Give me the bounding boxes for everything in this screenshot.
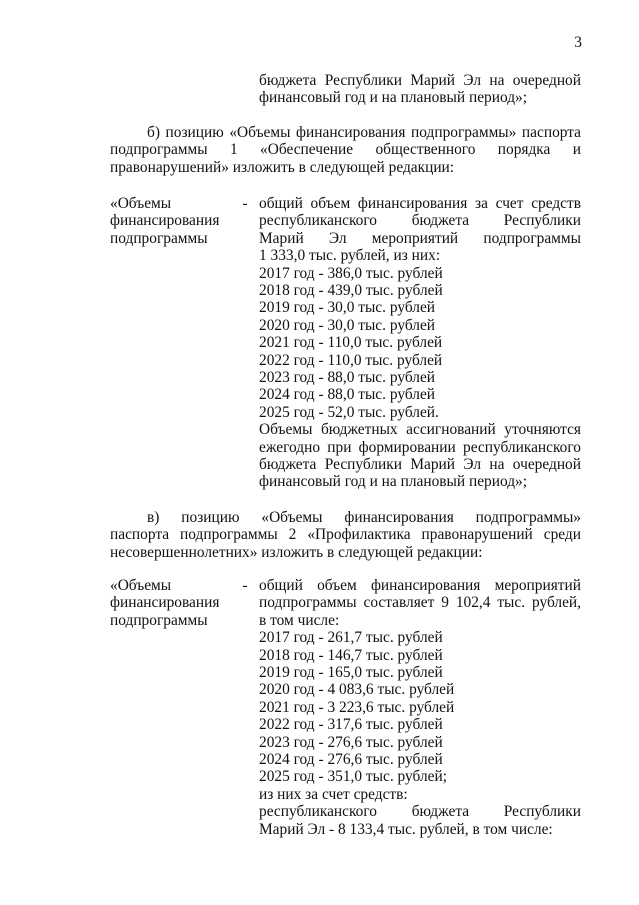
year-amount: 2022 год - 317,6 тыс. рублей <box>259 716 443 734</box>
text-line: из них за счет средств: <box>259 785 408 803</box>
year-amount: 2025 год - 351,0 тыс. рублей; <box>259 768 447 786</box>
text-line: общий объем финансирования за счет средств <box>259 195 581 212</box>
text-line: в том числе: <box>259 611 340 629</box>
year-amount: 2021 год - 110,0 тыс. рублей <box>259 334 443 352</box>
text-line: ежегодно при формировании республиканского <box>259 438 581 456</box>
text-line: б) позицию «Объемы финансирования подпрограммы» паспорта <box>147 124 581 141</box>
year-amount: 2023 год - 88,0 тыс. рублей <box>259 369 436 386</box>
text-line: финансовый год и на плановый период»; <box>259 89 528 107</box>
year-amount: 2017 год - 261,7 тыс. рублей <box>259 629 443 647</box>
year-amount: 2025 год - 52,0 тыс. рублей. <box>259 403 439 421</box>
text-line: Объемы бюджетных ассигнований уточняются <box>259 421 581 439</box>
text-line: Марий Эл мероприятий подпрограммы <box>259 229 581 247</box>
text-line: несовершеннолетних» изложить в следующей редакции: <box>110 543 483 561</box>
year-amount: 2019 год - 30,0 тыс. рублей <box>259 299 436 317</box>
dash-separator: - <box>242 577 248 594</box>
year-amount: 2020 год - 30,0 тыс. рублей <box>259 316 436 334</box>
text-line: «Объемы <box>110 577 172 594</box>
year-amount: 2020 год - 4 083,6 тыс. рублей <box>259 681 455 699</box>
text-line: финансовый год и на плановый период»; <box>259 473 528 491</box>
text-line: 1 333,0 тыс. рублей, из них: <box>259 247 441 265</box>
text-line: общий объем финансирования мероприятий <box>259 577 581 594</box>
dash-separator: - <box>242 195 248 212</box>
text-line: республиканского бюджета Республики <box>259 803 581 821</box>
year-amount: 2018 год - 146,7 тыс. рублей <box>259 646 443 664</box>
text-line: республиканского бюджета Республики <box>259 212 581 230</box>
text-line: бюджета Республики Марий Эл на очередной <box>259 72 581 89</box>
text-line: финансирования <box>110 212 220 230</box>
year-amount: 2023 год - 276,6 тыс. рублей <box>259 733 443 751</box>
year-amount: 2018 год - 439,0 тыс. рублей <box>259 282 443 299</box>
text-line: паспорта подпрограммы 2 «Профилактика правонарушений среди <box>110 526 581 544</box>
year-amount: 2022 год - 110,0 тыс. рублей <box>259 351 443 369</box>
year-amount: 2021 год - 3 223,6 тыс. рублей <box>259 698 455 716</box>
text-line: в) позицию «Объемы финансирования подпрограммы» <box>147 509 581 526</box>
text-line: бюджета Республики Марий Эл на очередной <box>259 456 581 473</box>
year-amount: 2019 год - 165,0 тыс. рублей <box>259 664 443 681</box>
text-line: правонарушений» изложить в следующей редакции: <box>110 158 455 176</box>
text-line: подпрограммы 1 «Обеспечение общественного порядка и <box>110 141 581 159</box>
text-line: Марий Эл - 8 133,4 тыс. рублей, в том числе: <box>259 820 553 838</box>
text-line: подпрограммы составляет 9 102,4 тыс. рублей, <box>259 594 581 612</box>
text-line: подпрограммы <box>110 611 208 629</box>
year-amount: 2024 год - 276,6 тыс. рублей <box>259 751 443 768</box>
text-line: «Объемы <box>110 195 172 212</box>
year-amount: 2024 год - 88,0 тыс. рублей <box>259 386 436 404</box>
page-number: 3 <box>574 34 582 51</box>
year-amount: 2017 год - 386,0 тыс. рублей <box>259 264 443 282</box>
text-line: финансирования <box>110 594 220 612</box>
text-line: подпрограммы <box>110 229 208 247</box>
